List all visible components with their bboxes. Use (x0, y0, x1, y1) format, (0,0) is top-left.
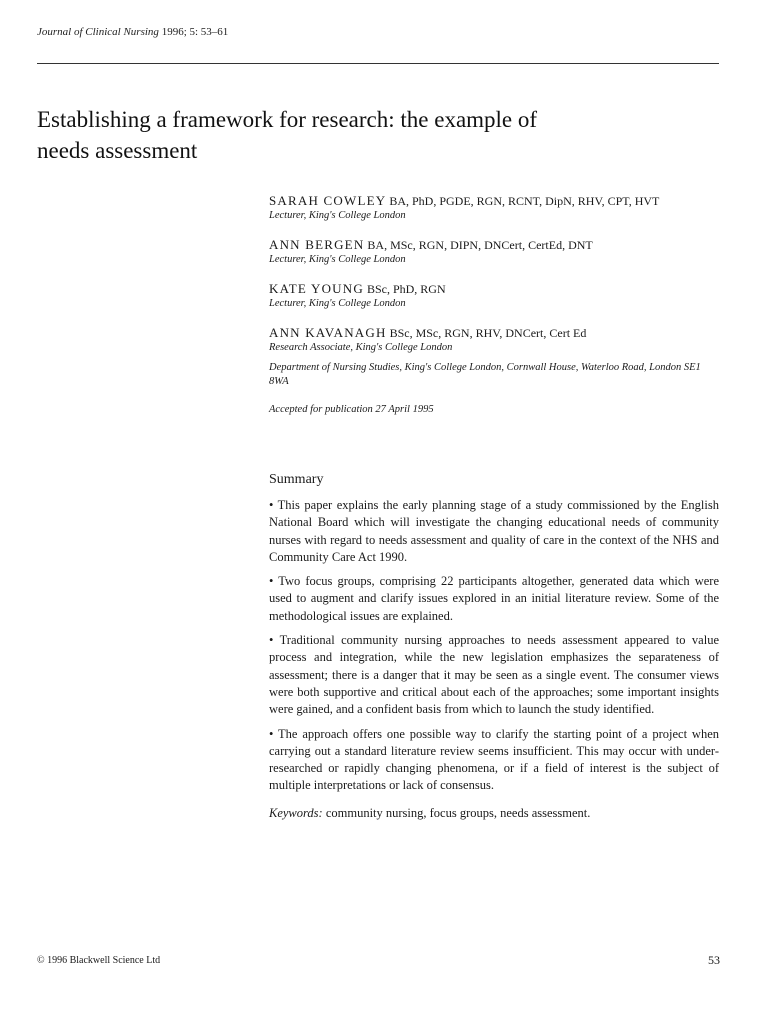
summary-section (269, 472, 719, 822)
author-name: SARAH COWLEY (269, 193, 387, 208)
summary-paragraph: • This paper explains the early planning stage of a study commissioned by the English National Board which will investigate the changing educational needs of community nurses with regard to needs assessment and quality of care in the context of the NHS and Community Care Act 1990. (269, 498, 719, 564)
accepted-date: Accepted for publication 27 April 1995 (269, 404, 434, 415)
author-name: ANN BERGEN (269, 237, 365, 252)
author-name: ANN KAVANAGH (269, 325, 387, 340)
journal-name: Journal of Clinical Nursing (37, 26, 159, 38)
keywords-list: community nursing, focus groups, needs assessment. (322, 805, 591, 820)
author-credentials: BSc, MSc, RGN, RHV, DNCert, Cert Ed (389, 326, 587, 340)
author-entry (269, 193, 719, 223)
author-credentials: BA, PhD, PGDE, RGN, RCNT, DipN, RHV, CPT, HVT (389, 194, 660, 208)
author-credentials: BA, MSc, RGN, DIPN, DNCert, CertEd, DNT (367, 238, 593, 252)
journal-citation (37, 26, 228, 38)
author-block (269, 193, 719, 417)
page-number: 53 (708, 953, 720, 967)
header-rule (37, 63, 719, 64)
keywords-label: Keywords: (269, 805, 323, 820)
summary-paragraph: • Traditional community nursing approaches to needs assessment appeared to value process and integration, while the new legislation emphasizes the separateness of assessment; there is a danger that it may be seen as a single event. The consumer views were both supportive and critical about each of the approaches; some important insights were gained, and a confident basis from which to launch the study identified. (269, 633, 719, 717)
author-entry (269, 325, 719, 355)
author-name: KATE YOUNG (269, 281, 364, 296)
keywords (269, 805, 719, 822)
department-address: Department of Nursing Studies, King's College London, Cornwall House, Waterloo Road, London SE1 8WA (269, 362, 701, 387)
author-credentials: BSc, PhD, RGN (366, 282, 446, 296)
article-title: Establishing a framework for research: the example of needs assessment (37, 107, 538, 163)
summary-paragraph: • The approach offers one possible way to clarify the starting point of a project when carrying out a standard literature review seems insufficient. This may occur with under-researched or rapidly changing phenomena, or if a field of interest is the subject of multiple interpretations or lack of consensus. (269, 726, 719, 793)
author-affiliation: Lecturer, King's College London (269, 298, 406, 309)
copyright-notice: © 1996 Blackwell Science Ltd (37, 955, 161, 966)
summary-heading: Summary (269, 472, 324, 487)
author-entry (269, 281, 719, 311)
author-affiliation: Lecturer, King's College London (269, 210, 406, 221)
author-affiliation: Research Associate, King's College London (269, 342, 453, 353)
summary-paragraph: • Two focus groups, comprising 22 participants altogether, generated data which were used to augment and clarify issues explored in an initial literature review. Some of the methodological issues are explained. (269, 574, 719, 623)
author-entry (269, 237, 719, 267)
author-affiliation: Lecturer, King's College London (269, 254, 406, 265)
journal-details: 1996; 5: 53–61 (158, 26, 229, 38)
